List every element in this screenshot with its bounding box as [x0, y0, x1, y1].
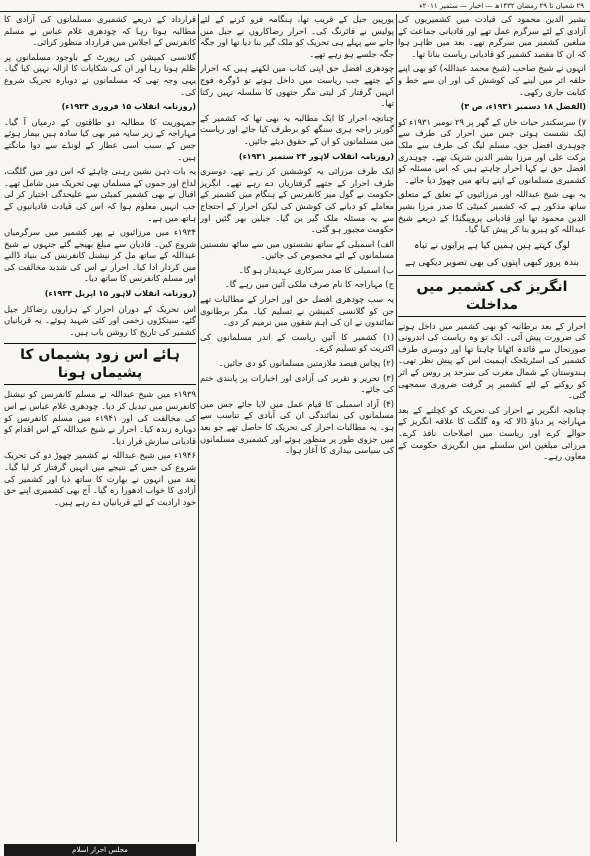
source-citation: (روزنامہ انقلاب لاہور ۲۴ ستمبر ۱۹۳۱ء)	[238, 151, 394, 161]
verse-line: لوگ کہتے ہیں ہمیں کیا ہے پرایوں نے تباہ	[414, 240, 570, 251]
column-middle	[200, 14, 394, 842]
column-divider	[396, 14, 397, 842]
list-item: ب) اسمبلی کا صدر سرکاری عہدیدار ہو گا۔	[238, 264, 394, 275]
paragraph: ۷) سرسکندر حیات خان کے گھر پر ۲۹ نومبر ۱۹۳۱ء کو ایک نشست ہوئی جس میں احرار کی طرف سے چوہدری افضل حق، مسلم لیگ کی طرف سے ملک برکت علی اور مرزا بشیر الدین شریک تھے۔ چوہدری افضل حق نے کہا احرار چاہتے ہیں کہ اس مسئلہ کو کشمیری مسلمانوں کے اپنے ہاتھ میں چھوڑ دیا جائے۔	[398, 116, 586, 185]
paragraph: ۱۹۳۹ء میں شیخ عبداللہ نے مسلم کانفرنس کو نیشنل کانفرنس میں تبدیل کر دیا۔ چودھری غلام عباس نے اس کی مخالفت کی اور ۱۹۴۱ء میں مسلم کانفرنس کو دوبارہ زندہ کیا۔ احرار نے شیخ عبداللہ کے اس اقدام کو قادیانی سازش قرار دیا۔	[4, 389, 196, 446]
paragraph: احرار کے بعد برطانیہ کو بھی کشمیر میں داخل ہونے کی ضرورت پیش آئی۔ ایک تو وہ ریاست کی اندرونی صورتحال سے فائدہ اٹھانا چاہتا تھا اور دوسری طرف کشمیر کی اسٹریٹجک اہمیت اس کے پیش نظر تھی۔ ہندوستان کے شمال مغرب کی سرحد پر روس کے اثر کو روکنے کے لئے کشمیر پر گرفت ضروری سمجھی گئی۔	[398, 320, 586, 401]
paragraph: یہ بھی شیخ عبداللہ اور مرزائیوں کے تعلق کے متعلق ساتھ مذکور ہے کہ کشمیر کمیٹی کا صدر مرزا بشیر الدین محمود تھا اور قادیانی پروپیگنڈا کے ذریعے شیخ عبداللہ کو ہیرو بنا کر پیش کیا گیا۔	[398, 189, 586, 235]
source-citation: (روزنامہ انقلاب ۱۵ فروری ۱۹۳۴ء)	[61, 102, 196, 112]
paragraph: قرارداد کے ذریعے کشمیری مسلمانوں کی آزادی کا مطالبہ ہوتا رہا کہ چودھری غلام عباس نے مسلم کانفرنس کے اجلاس میں قرارداد منظور کرائی۔	[4, 14, 196, 48]
column-right	[398, 14, 586, 842]
paragraph: چنانچہ احرار کا ایک مطالبہ یہ بھی تھا کہ کشمیر کے گورنر راجہ ہری سنگھ کو برطرف کیا جائے اور ریاست میں مسلمانوں کو ان کے حقوق دیئے جائیں۔	[200, 112, 394, 146]
paragraph: ۱۹۳۴ء میں مرزائیوں نے پھر کشمیر میں سرگرمیاں شروع کیں۔ قادیان سے مبلغ بھیجے گئے جنہوں نے شیخ عبداللہ کے ساتھ مل کر نیشنل کانفرنس کی بنیاد ڈالنے میں کردار ادا کیا۔ احرار نے اس کی شدید مخالفت کی اور مسلم کانفرنس کا ساتھ دیا۔	[4, 227, 196, 284]
paragraph: یہ سب چودھری افضل حق اور احرار کے مطالبات تھے جن کو گلانسی کمیشن نے تسلیم کیا۔ مگر برطانوی نمائندوں نے ان کی اہم شقوں میں ترمیم کر دی۔	[200, 294, 394, 328]
section-headline: انگریز کی کشمیر میں مداخلت	[398, 275, 586, 317]
masthead: ۲۹ شعبان تا ۲۹ رمضان ۱۴۳۲ھ — اخبار — ستمبر ۲۰۱۱ء	[0, 0, 590, 12]
paragraph: انہوں نے شیخ صاحب (شیخ محمد عبداللہ) کو بھی اپنے حلقہ اثر میں لینے کی کوشش کی اور ان سے خط و کتابت جاری رکھی۔	[398, 63, 586, 97]
list-item: (۲) پچاس فیصد ملازمتیں مسلمانوں کو دی جائیں۔	[218, 358, 394, 369]
list-item: (۱) کشمیر کا آئین ریاست کے اندر مسلمانوں کی اکثریت کو تسلیم کرے۔	[200, 331, 394, 354]
paragraph: اس تحریک کے دوران احرار کے ہزاروں رضاکار جیل گئے، سینکڑوں زخمی اور کئی شہید ہوئے۔ یہ قربانیاں کشمیر کی تاریخ کا روشن باب ہیں۔	[4, 303, 196, 337]
list-item: الف) اسمبلی کے ساتھ نشستوں میں سے ساٹھ نشستیں مسلمانوں کے لئے مخصوص کی جائیں۔	[200, 238, 394, 261]
list-item: (۳) تحریر و تقریر کی آزادی اور اخبارات پر پابندی ختم کی جائے۔	[200, 372, 394, 395]
paragraph: چودھری افضل حق اپنی کتاب میں لکھتے ہیں کہ احرار کے جتھے جب ریاست میں داخل ہوتے تو ڈوگرہ فوج انہیں گرفتار کر لیتی مگر جتھوں کا سلسلہ نہیں رکتا تھا۔	[200, 63, 394, 109]
list-item: ج) مہاراجہ کا نام صرف ملکی آئین میں رہے گا۔	[224, 279, 394, 290]
paragraph: ۱۹۴۶ء میں شیخ عبداللہ نے کشمیر چھوڑ دو کی تحریک شروع کی جس کے نتیجے میں انہیں گرفتار کر لیا گیا۔ بعد میں انہوں نے بھارت کا ساتھ دیا اور کشمیر کی آزادی کا خواب ادھورا رہ گیا۔ آج بھی کشمیری اپنے حق خود ارادیت کے لئے قربانیاں دے رہے ہیں۔	[4, 450, 196, 507]
paragraph: جمہوریت کا مطالبہ دو طاقتوں کے درمیان آ گیا۔ مہاراجہ کے زیر سایہ میر بھی کیا سادہ ہیں بیمار ہوئے جس کے سبب اسی عطار کے لونڈے سے دوا مانگتے ہیں۔	[4, 116, 196, 162]
column-left	[4, 14, 196, 842]
source-citation: (الفضل ۱۸ دسمبر ۱۹۳۱ء، ص ۳)	[460, 102, 586, 112]
source-citation: (روزنامہ انقلاب لاہور ۱۵ اپریل ۱۹۳۴ء)	[44, 289, 196, 299]
paragraph: یورپین جیل کے قریب تھا، ہنگامہ فرو کرنے کے لئے پولیس نے فائرنگ کی۔ احرار رضاکاروں نے جیل میں جانے سے پہلے ہی تحریک کو ملک گیر بنا دیا تھا اور جگہ جگہ جلسے ہو رہے تھے۔	[200, 14, 394, 59]
column-divider	[198, 14, 199, 842]
paragraph: گلانسی کمیشن کی رپورٹ کے باوجود مسلمانوں پر ظلم ہوتا رہا اور ان کی شکایات کا ازالہ نہیں کیا گیا۔ یہی وجہ تھی کہ مسلمانوں نے دوبارہ تحریک شروع کی۔	[4, 51, 196, 97]
paragraph: ایک طرف مرزائی یہ کوششیں کر رہے تھے، دوسری طرف احرار کے جتھے گرفتاریاں دے رہے تھے۔ انگریز حکومت نے گول میز کانفرنس کے ہنگام میں کشمیر کے معاملے کو دبانے کی کوشش کی لیکن احرار کے احتجاج سے یہ مسئلہ ملک گیر بن گیا۔ جیلیں بھر گئیں اور حکومت مجبور ہو گئی۔	[200, 166, 394, 235]
paragraph: چنانچہ انگریز نے احرار کی تحریک کو کچلنے کے بعد مہاراجہ پر دباؤ ڈالا کہ وہ گلگت کا علاقہ انگریز کے حوالے کرے اور ریاست میں اصلاحات نافذ کرے۔ مرزائی مبلغین اس سلسلے میں انگریزی حکومت کے معاون رہے۔	[398, 404, 586, 462]
paragraph: یہ بات ذہن نشین رہنی چاہئے کہ اس دور میں گلگت، لداخ اور جموں کے مسلمان بھی تحریک میں شامل تھے۔ اقبال نے بھی کشمیر کمیٹی سے علیحدگی اختیار کر لی جب انہیں معلوم ہوا کہ اس کی قیادت قادیانیوں کے ہاتھ میں ہے۔	[4, 166, 196, 223]
paragraph: بشیر الدین محمود کی قیادت میں کشمیریوں کی آزادی کے لئے سرگرم عمل تھے اور قادیانی جماعت کے مبلغین کشمیر میں سرگرم تھے۔ بعد میں ظاہر ہوا کہ ان کا مقصد کشمیر کو قادیانی ریاست بنانا تھا۔	[398, 14, 586, 59]
section-headline: ہائے اس زود پشیماں کا پشیماں ہونا	[4, 343, 196, 385]
footer-banner: مجلس احرار اسلام	[4, 844, 196, 856]
verse-line: بندہ پرور کبھی اپنوں کی بھی تصویر دیکھی ہے	[405, 257, 579, 268]
list-item: (۴) آزاد اسمبلی کا قیام عمل میں لایا جائے جس میں مسلمانوں کی نمائندگی ان کی آبادی کے تناسب سے ہو۔ یہ مطالبات احرار کی تحریک کا حاصل تھے جو بعد میں جزوی طور پر منظور ہوئے اور کشمیری مسلمانوں کی سیاسی بیداری کا آغاز ہوا۔	[200, 398, 394, 456]
